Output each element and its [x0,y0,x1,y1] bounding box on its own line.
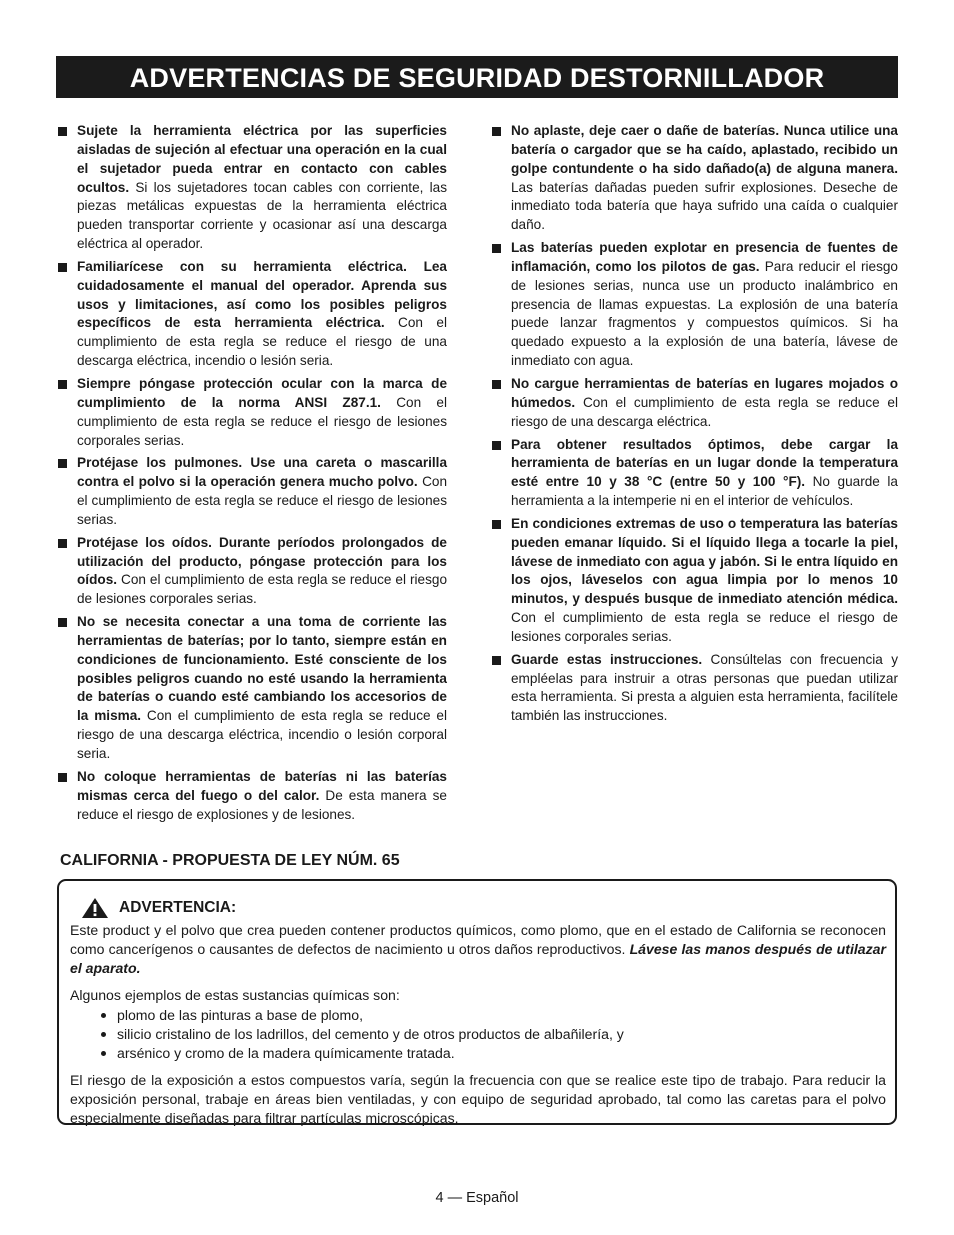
bullet-dot-icon [101,1032,106,1037]
square-bullet-icon [492,520,501,529]
safety-item-text: Con el cumplimiento de esta regla se reduce el riesgo de una descarga eléctrica, incendio o lesión seria. [77,315,447,369]
list-item [101,1006,886,1025]
safety-item-bold: No coloque herramientas de baterías ni las baterías mismas cerca del fuego o del calor. [77,768,447,803]
safety-item [58,613,447,764]
list-item-text: arsénico y cromo de la madera químicamente tratada. [117,1045,455,1061]
square-bullet-icon [58,618,67,627]
safety-item-bold: Familiarícese con su herramienta eléctrica. Lea cuidadosamente el manual del operador. Aprenda sus usos y limitaciones, así como los posibles peligros específicos de esta herramienta eléctrica. [77,258,447,331]
safety-item [492,122,898,235]
safety-item [492,515,898,647]
safety-item-text: Con el cumplimiento de esta regla se reduce el riesgo de lesiones corporales serias. [77,572,447,607]
safety-item-text: Las baterías dañadas pueden sufrir explosiones. Deseche de inmediato toda batería que haya sufrido una caída o cualquier daño. [511,179,898,233]
safety-item-bold: No cargue herramientas de baterías en lugares mojados o húmedos. [511,375,898,410]
warning-text: Este product y el polvo que crea pueden contener productos químicos, como plomo, que en el estado de California se reconocen como cancerígenos o causantes de defectos de nacimiento u otros daños reproductivos. [70,922,886,957]
warning-label: ADVERTENCIA: [119,899,237,916]
safety-item [492,651,898,726]
safety-item-bold: Las baterías pueden explotar en presencia de fuentes de inflamación, como los pilotos de gas. [511,240,898,274]
list-item [101,1025,886,1044]
square-bullet-icon [58,539,67,548]
warning-box [57,879,897,1125]
safety-item-bold: Protéjase los oídos. Durante períodos prolongados de utilización del producto, póngase protección para los oídos. [77,534,447,588]
square-bullet-icon [58,263,67,272]
square-bullet-icon [492,656,501,665]
warning-body [70,921,886,1136]
warning-triangle-icon [81,897,109,919]
safety-item-text: No guarde la herramienta a la intemperie ni en el interior de vehículos. [511,474,898,509]
safety-item [58,768,447,825]
safety-item-bold: En condiciones extremas de uso o temperatura las baterías pueden emanar líquido. Si el líquido llega a tocarle la piel, lávese de inmediato con agua y jabón. Si le entra líquido en los ojos, láveselos con agua limpia por lo menos 10 minutos, y después busque de inmediato atención médica. [511,515,898,607]
square-bullet-icon [58,380,67,389]
page-title: ADVERTENCIAS DE SEGURIDAD DESTORNILLADOR [129,63,825,93]
safety-item-text: Con el cumplimiento de esta regla se reduce el riesgo de lesiones serias. [77,474,448,527]
square-bullet-icon [492,380,501,389]
safety-item-bold: Para obtener resultados óptimos, debe cargar la herramienta de baterías en un lugar donde la temperatura esté entre 10 y 38 °C (entre 50 y 100 °F). [511,436,898,490]
safety-item [492,375,898,432]
square-bullet-icon [492,244,501,253]
safety-item [58,258,447,371]
square-bullet-icon [58,127,67,136]
warning-paragraph [70,921,886,978]
safety-item-text: Consúltelas con frecuencia y empléelas para instruir a otras personas que puedan utilizar esta herramienta. Si presta a alguien esta herramienta, facilítele también las instrucciones. [511,651,899,724]
safety-item [492,239,898,371]
square-bullet-icon [492,441,501,450]
safety-item-text: Si los sujetadores tocan cables con corriente, las piezas metálicas expuestas de la herramienta eléctrica pueden transportar corriente y ocasionar así una descarga eléctrica al operador. [77,179,447,252]
safety-item [492,436,898,511]
examples-intro: Algunos ejemplos de estas sustancias químicas son: [70,987,400,1003]
safety-item-bold: No aplaste, deje caer o dañe de baterías. Nunca utilice una batería o cargador que se ha caído, aplastado, recibido un golpe contundente o ha sido dañado(a) de alguna manera. [511,123,898,176]
safety-item-bold: Siempre póngase protección ocular con la marca de cumplimiento de la norma ANSI Z87.1. [77,375,447,410]
safety-item-bold: Protéjase los pulmones. Use una careta o mascarilla contra el polvo si la operación genera mucho polvo. [77,455,447,490]
safety-item-bold: Guarde estas instrucciones. [511,651,703,667]
safety-item-bold: No se necesita conectar a una toma de corriente las herramientas de baterías; por lo tanto, siempre están en condiciones de funcionamiento. Esté consciente de los posibles peligros cuando no esté usando la herramienta de baterías o cuando esté cambiando los accesorios de la misma. [77,614,447,724]
page-footer: 4 — Español [435,1190,519,1206]
safety-item-text: Con el cumplimiento de esta regla se reduce el riesgo de lesiones corporales serias. [511,610,898,644]
bullet-dot-icon [101,1051,106,1056]
left-column [58,122,447,828]
safety-item [58,122,447,254]
safety-item-text: Para reducir el riesgo de lesiones serias, nunca use un producto inalámbrico en presencia de llamas expuestas. La explosión de una batería puede lanzar fragmentos y compuestos químicos. Si ha quedado expuesto a la explosión de una batería, lávese de inmediato con agua. [511,258,898,369]
california-heading: CALIFORNIA - PROPUESTA DE LEY NÚM. 65 [60,852,400,869]
bullet-dot-icon [101,1013,106,1018]
safety-item [58,375,447,450]
examples-list [70,1006,886,1063]
safety-item-text: Con el cumplimiento de esta regla se reduce el riesgo de una descarga eléctrica. [511,394,898,429]
list-item-text: plomo de las pinturas a base de plomo, [117,1007,364,1023]
safety-item [58,454,447,529]
square-bullet-icon [58,773,67,782]
right-column [492,122,898,730]
warning-emphasis: Lávese las manos después de utilazar el aparato. [70,941,886,976]
list-item [101,1044,886,1063]
square-bullet-icon [58,459,67,468]
safety-item-text: Con el cumplimiento de esta regla se reduce el riesgo de una descarga eléctrica, incendio o lesión corporal seria. [77,708,447,761]
safety-item-text: De esta manera se reduce el riesgo de explosiones y de lesiones. [77,787,447,822]
list-item-text: silicio cristalino de los ladrillos, del cemento y de otros productos de albañilería, y [117,1026,624,1042]
title-banner [56,56,898,98]
safety-item [58,534,447,609]
square-bullet-icon [492,127,501,136]
safety-item-text: Con el cumplimiento de esta regla se reduce el riesgo de lesiones corporales serias. [77,394,447,448]
risk-paragraph: El riesgo de la exposición a estos compuestos varía, según la frecuencia con que se realice este tipo de trabajo. Para reducir la exposición personal, trabaje en áreas bien ventiladas, y con equipo de seguridad aprobado, tal como las caretas para el polvo especialmente diseñadas para filtrar partículas microscópicas. [70,1072,886,1126]
warning-header [81,897,236,919]
safety-item-bold: Sujete la herramienta eléctrica por las superficies aisladas de sujeción al efectuar una operación en la cual el sujetador pueda entrar en contacto con cables ocultos. [77,123,447,195]
